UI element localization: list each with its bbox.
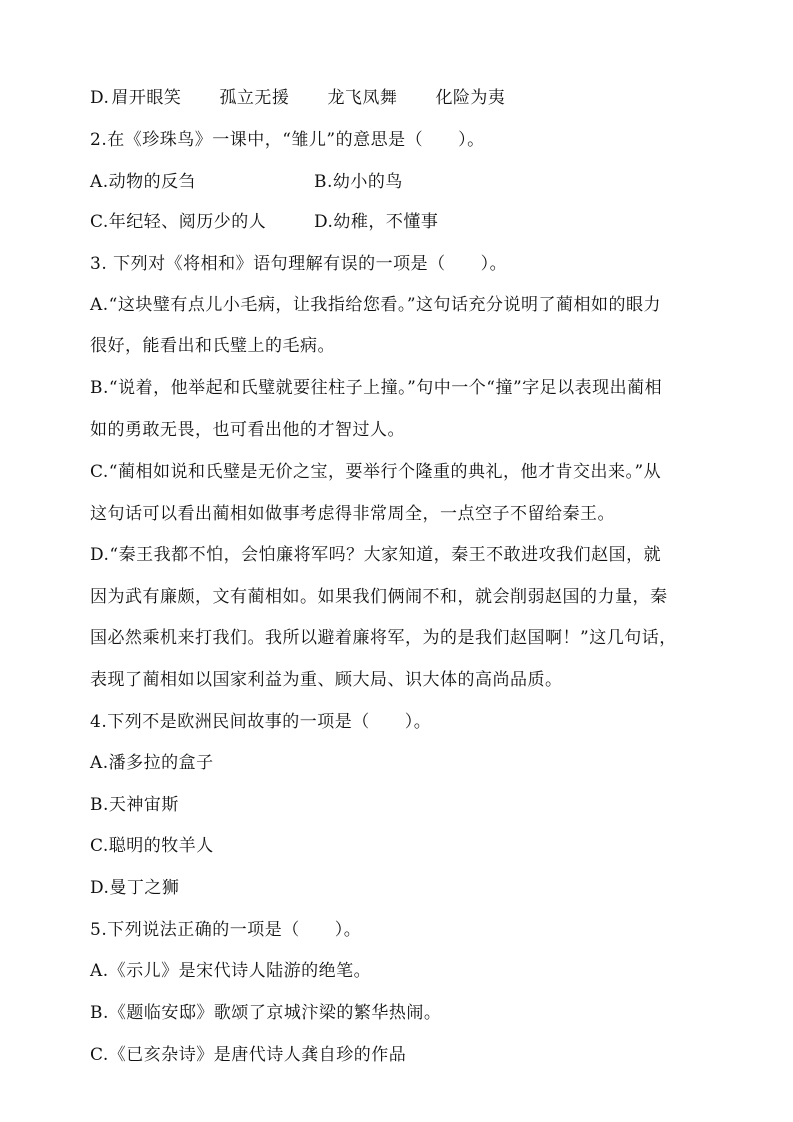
q5-stem: 5.下列说法正确的一项是（ ）。: [90, 920, 362, 940]
q5-option-c: C.《已亥杂诗》是唐代诗人龚自珍的作品: [90, 1045, 407, 1065]
q2-option-a: A.动物的反刍: [90, 172, 197, 192]
q3-option-a-line1: A.“这块璧有点儿小毛病，让我指给您看。”这句话充分说明了蔺相如的眼力: [90, 295, 662, 315]
q1-option-d-label: D.: [90, 88, 110, 108]
q1-item-3: 龙飞凤舞: [327, 88, 398, 108]
q5-option-a: A.《示儿》是宋代诗人陆游的绝笔。: [90, 961, 372, 981]
q3-option-b-line1: B.“说着，他举起和氏璧就要往柱子上撞。”句中一个“撞”字足以表现出蔺相: [90, 378, 663, 398]
q4-option-d: D.曼丁之狮: [90, 878, 180, 898]
q5-option-b: B.《题临安邸》歌颂了京城汴梁的繁华热闹。: [90, 1003, 442, 1023]
q3-option-b-line2: 如的勇敢无畏，也可看出他的才智过人。: [90, 420, 405, 440]
q2-option-c: C.年纪轻、阅历少的人: [90, 212, 267, 232]
q4-option-b: B.天神宙斯: [90, 795, 179, 815]
q3-option-d-line4: 表现了蔺相如以国家利益为重、顾大局、识大体的高尚品质。: [90, 670, 563, 690]
q4-option-c: C.聪明的牧羊人: [90, 836, 214, 856]
q3-option-c-line1: C.“蔺相如说和氏璧是无价之宝，要举行个隆重的典礼，他才肯交出来。”从: [90, 462, 662, 482]
q4-option-a: A.潘多拉的盒子: [90, 753, 214, 773]
q1-option-d: [90, 86, 505, 110]
q4-stem: 4.下列不是欧洲民间故事的一项是（ ）。: [90, 712, 432, 732]
q3-option-c-line2: 这句话可以看出蔺相如做事考虑得非常周全，一点空子不留给秦王。: [90, 504, 615, 524]
q3-option-d-line3: 国必然乘机来打我们。我所以避着廉将军，为的是我们赵国啊！”这几句话，: [90, 628, 677, 648]
q3-stem: 3. 下列对《将相和》语句理解有误的一项是（ ）。: [90, 254, 508, 274]
q3-option-a-line2: 很好，能看出和氏璧上的毛病。: [90, 336, 335, 356]
q1-item-4: 化险为夷: [435, 88, 506, 108]
q2-stem: 2.在《珍珠鸟》一课中，“雏儿”的意思是（ ）。: [90, 130, 485, 150]
q1-item-2: 孤立无援: [219, 88, 290, 108]
q3-option-d-line2: 因为武有廉颇，文有蔺相如。如果我们俩闹不和，就会削弱赵国的力量，秦: [90, 587, 668, 607]
q2-option-d: D.幼稚，不懂事: [314, 212, 439, 232]
q2-option-b: B.幼小的鸟: [314, 172, 403, 192]
q3-option-d-line1: D.“秦王我都不怕，会怕廉将军吗？大家知道，秦王不敢进攻我们赵国，就: [90, 545, 662, 565]
q1-item-1: 眉开眼笑: [111, 88, 182, 108]
